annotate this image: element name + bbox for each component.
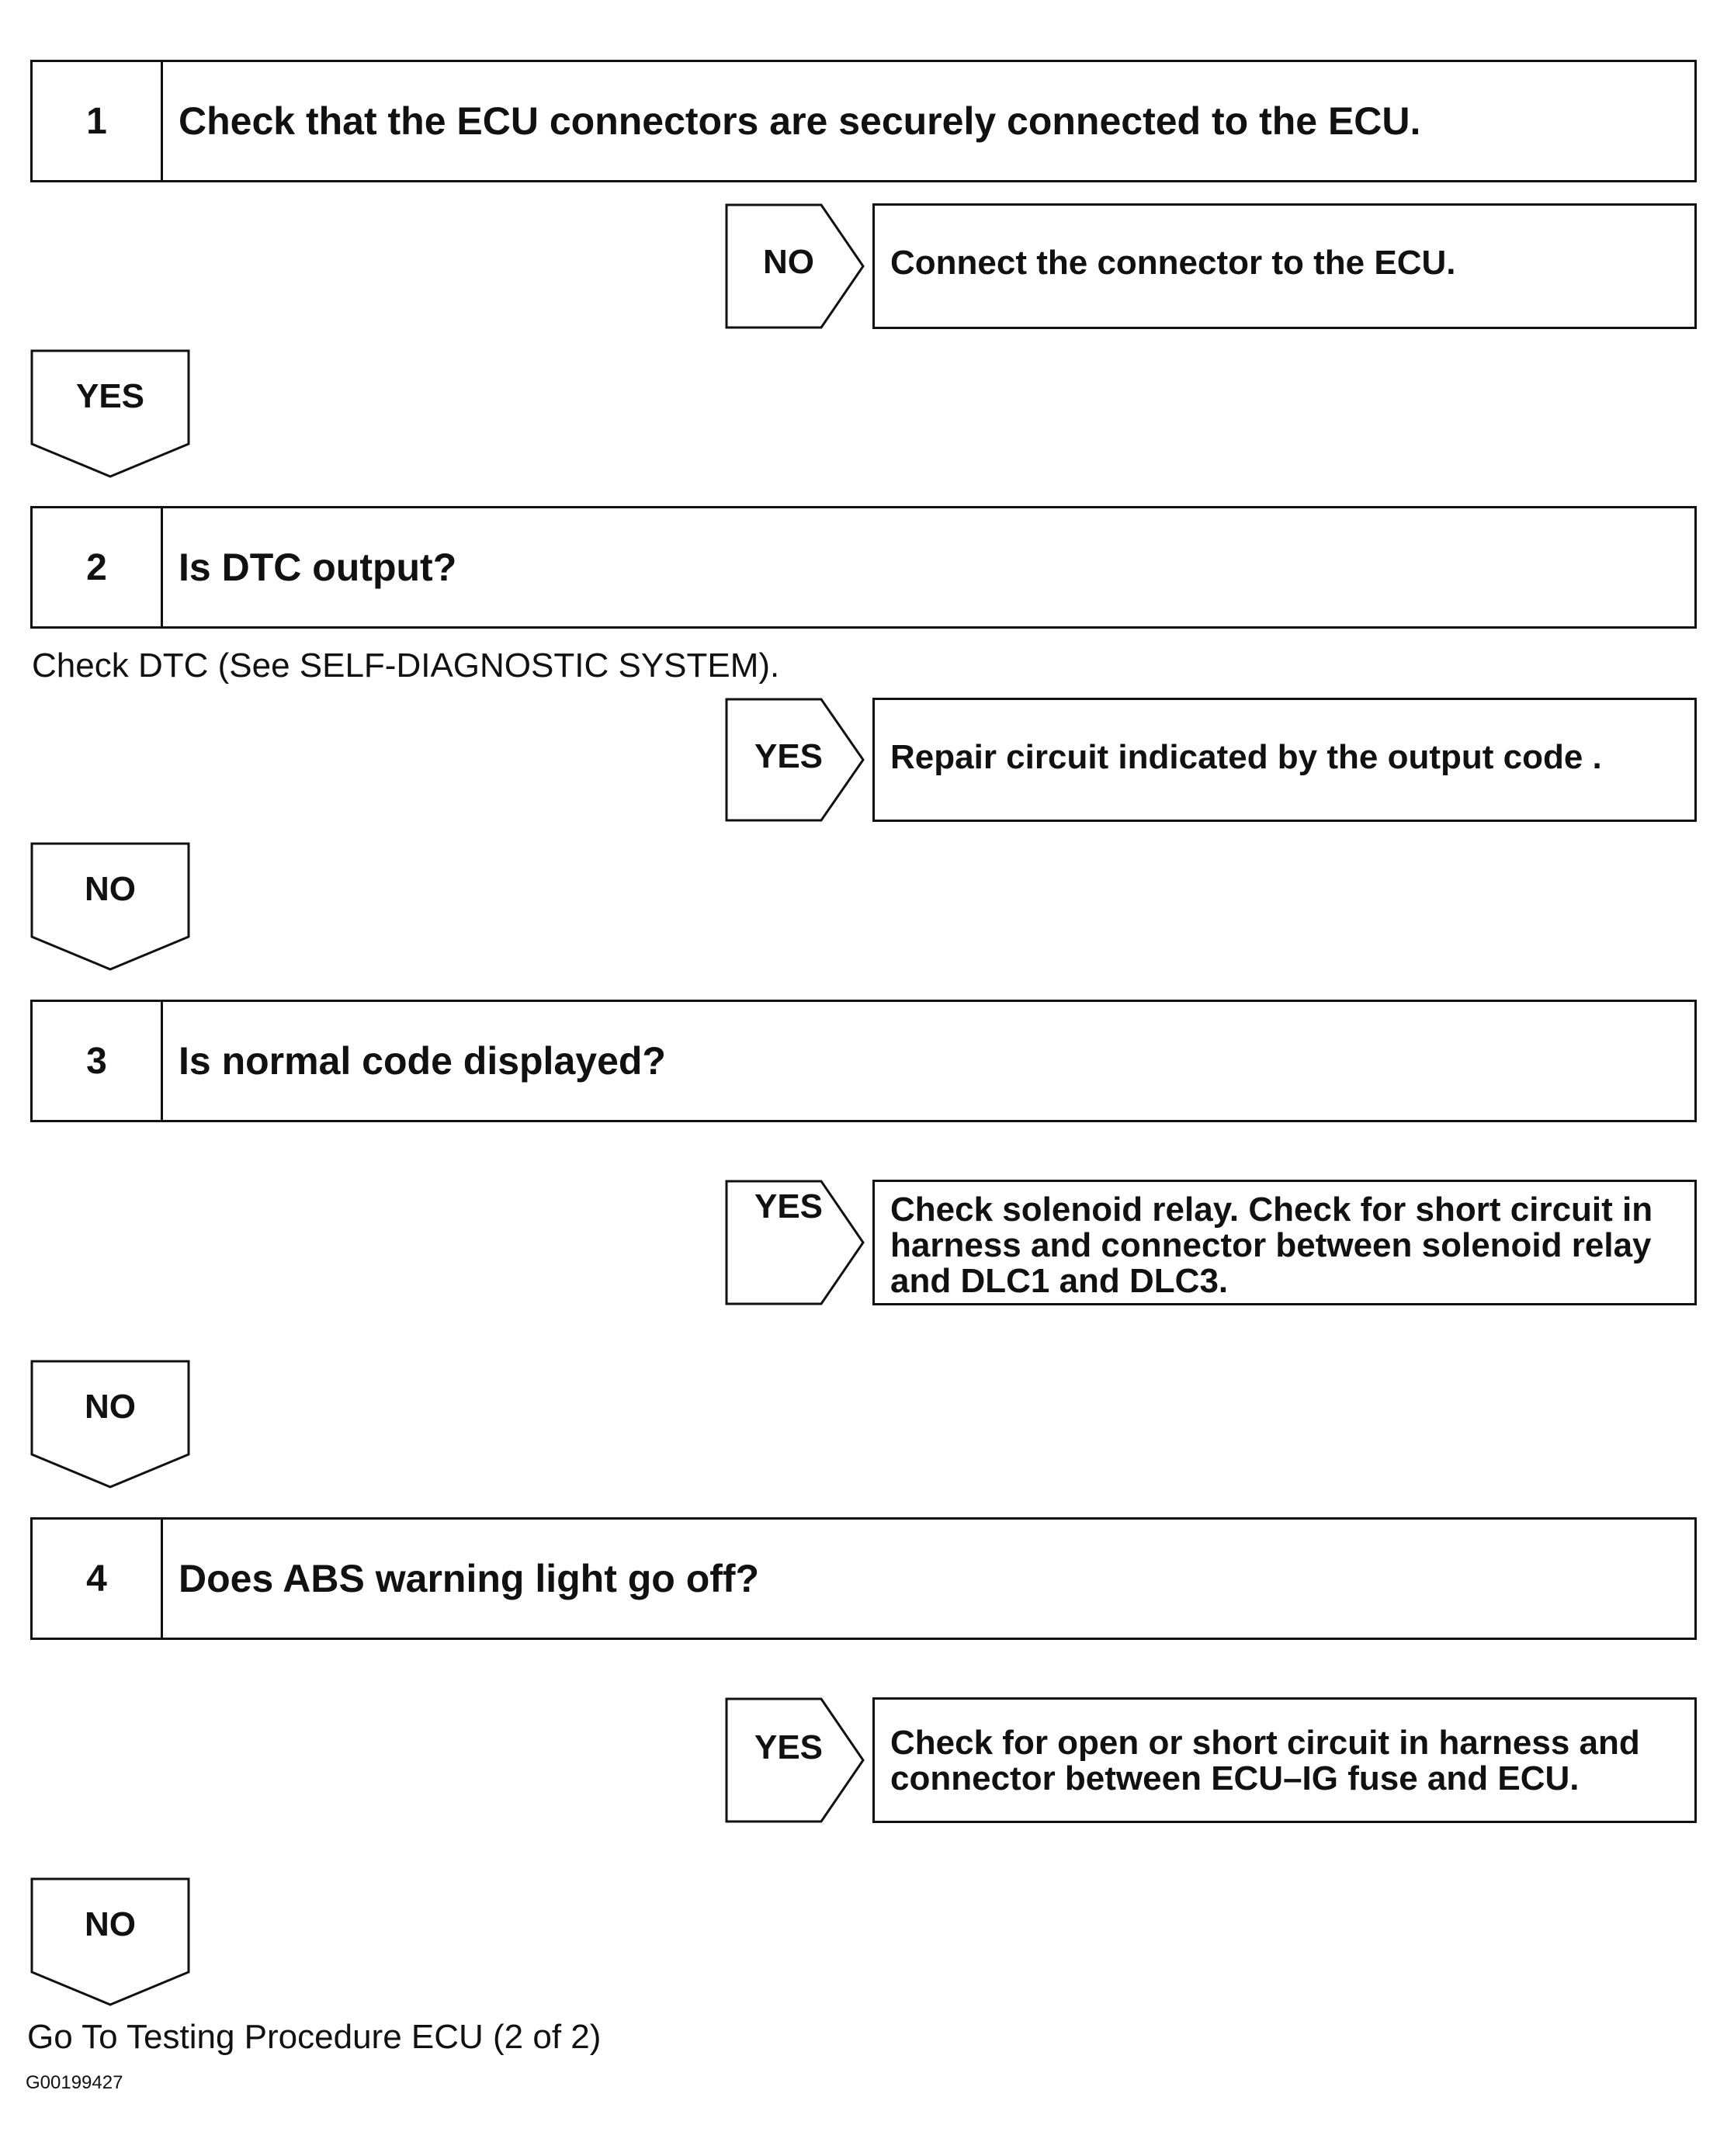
step-2-box bbox=[30, 506, 1697, 629]
step-number: 2 bbox=[33, 508, 163, 626]
step-4-box bbox=[30, 1517, 1697, 1640]
down-arrow-label: YES bbox=[75, 377, 145, 415]
result-box-3 bbox=[872, 1180, 1697, 1305]
branch-label: YES bbox=[754, 1728, 824, 1766]
result-box-2 bbox=[872, 698, 1697, 822]
step-2-note: Check DTC (See SELF-DIAGNOSTIC SYSTEM). bbox=[32, 646, 780, 685]
result-text: Repair circuit indicated by the output code . bbox=[890, 738, 1602, 776]
down-arrow-label: NO bbox=[85, 1905, 136, 1943]
step-number: 4 bbox=[33, 1520, 163, 1638]
next-procedure-link[interactable]: Go To Testing Procedure ECU (2 of 2) bbox=[27, 2018, 602, 2056]
down-arrow-label: NO bbox=[85, 1388, 136, 1426]
step-number: 1 bbox=[33, 62, 163, 180]
step-question: Check that the ECU connectors are securely connected to the ECU. bbox=[179, 99, 1421, 143]
result-text: Check solenoid relay. Check for short circuit in harness and connector between solenoid relay and DLC1 and DLC3. bbox=[890, 1191, 1653, 1300]
step-1-box bbox=[30, 60, 1697, 182]
branch-label: NO bbox=[763, 243, 814, 281]
step-question: Is normal code displayed? bbox=[179, 1039, 666, 1083]
down-arrow-label: NO bbox=[85, 870, 136, 908]
step-question: Does ABS warning light go off? bbox=[179, 1557, 760, 1600]
result-box-1 bbox=[872, 203, 1697, 329]
step-number: 3 bbox=[33, 1002, 163, 1120]
result-text: Check for open or short circuit in harness and connector between ECU–IG fuse and ECU. bbox=[890, 1724, 1640, 1797]
step-3-box bbox=[30, 1000, 1697, 1122]
result-text: Connect the connector to the ECU. bbox=[890, 244, 1456, 282]
branch-label: YES bbox=[754, 737, 824, 775]
branch-label: YES bbox=[754, 1187, 824, 1225]
step-question: Is DTC output? bbox=[179, 546, 457, 589]
result-box-4 bbox=[872, 1697, 1697, 1823]
figure-id: G00199427 bbox=[26, 2072, 123, 2093]
